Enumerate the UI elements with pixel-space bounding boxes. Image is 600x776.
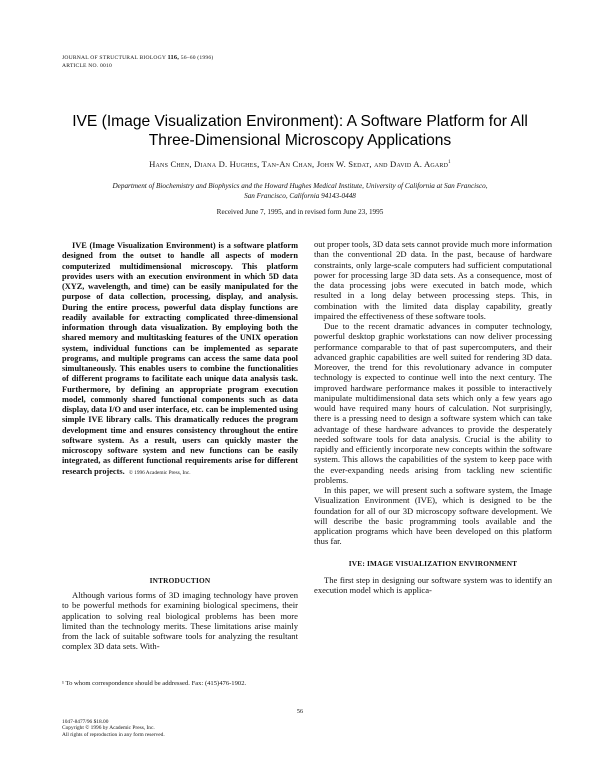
abstract-copyright: © 1996 Academic Press, Inc. xyxy=(128,469,191,476)
correspondence-footnote: ¹ To whom correspondence should be addressed. Fax: (415)476-1902. xyxy=(62,680,247,687)
journal-name: JOURNAL OF STRUCTURAL BIOLOGY xyxy=(62,55,166,61)
right-paragraph-3: In this paper, we will present such a software system, the Image Visualization Environment (IVE), which is designed to be the foundation for all of our 3D microscopy software development. We will describe the basic programming tools available and the application programs which have been developed on this platform thus far. xyxy=(314,485,552,547)
imprint-copyright: Copyright © 1996 by Academic Press, Inc. xyxy=(62,725,155,732)
journal-volume: 116, xyxy=(167,54,180,61)
imprint-rights: All rights of reproduction in any form reserved. xyxy=(62,731,165,738)
journal-pages: 56–60 (1996) xyxy=(180,55,214,61)
introduction-heading: INTRODUCTION xyxy=(149,576,211,585)
right-paragraph-1: out proper tools, 3D data sets cannot provide much more information than the conventional 2D data. In the past, because of hardware constraints, only large-scale computers had sufficient computational power for processing large 3D data sets. As a consequence, most of the data processing jobs were executed in batch mode, which resulted in a long delay between processing steps. This, in combination with the limited data display capability, greatly impaired the effectiveness of these software tools. xyxy=(314,239,552,321)
paper-title xyxy=(40,112,560,150)
title-line-1: IVE (Image Visualization Environment): A Software Platform for All xyxy=(72,113,528,130)
right-paragraph-2: Due to the recent dramatic advances in computer technology, powerful desktop graphic workstations can now deliver processing performance comparable to that of past supercomputers, and their advanced graphic capabilities are well suited for rendering 3D data. Moreover, the trend for this revolutionary advance in computer technology is expected to continue well into the next century. The improved hardware performance makes it possible to interactively manipulate multidimensional data sets which only a few years ago would have required many hours of calculation. Not surprisingly, there is a pressing need to design a software system which can take advantage of these hardware advances to provide the desperately needed software tools for data analysis. Crucial is the ability to rapidly and efficiently incorporate new concepts within the software system. This allows the capabilities of the system to keep pace with the ever-expanding needs arising from tackling new scientific problems. xyxy=(314,321,552,485)
author-names: Hans Chen, Diana D. Hughes, Tan-An Chan, John W. Sedat, and David A. Agard xyxy=(149,159,449,169)
introduction-paragraph-1: Although various forms of 3D imaging technology have proven to be powerful methods for examining biological specimens, their application to solving real biological problems has been more limited than the technology merits. These limitations arise mainly from the lack of suitable software tools for analyzing the resultant complex 3D data sets. With- xyxy=(62,590,298,652)
ive-section-heading: IVE: IMAGE VISUALIZATION ENVIRONMENT xyxy=(348,558,518,568)
affiliation-line-2: San Francisco, California 94143-0448 xyxy=(244,192,356,200)
author-list xyxy=(40,159,560,169)
right-paragraph-4: The first step in designing our software system was to identify an execution model which is applica- xyxy=(314,574,552,595)
affiliation-line-1: Department of Biochemistry and Biophysics and the Howard Hughes Medical Institute, University of California at San Francisco, xyxy=(112,182,488,190)
title-line-2: Three-Dimensional Microscopy Applications xyxy=(148,132,452,149)
abstract xyxy=(62,241,298,478)
article-number: ARTICLE NO. 0010 xyxy=(62,62,112,69)
abstract-text: IVE (Image Visualization Environment) is a software platform designed from the outset to handle all aspects of modern computerized multidimensional microscopy. This platform provides users with an execution environment in which 5D data (XYZ, wavelength, and time) can be easily manipulated for the purpose of data collection, processing, display, and analysis. During the entire process, powerful data display functions are readily available for extracting complicated three-dimensional information through data visualization. By employing both the shared memory and multitasking features of the UNIX operation system, individual functions can be implemented as separate programs, and multiple programs can access the same data pool simultaneously. This enables users to combine the functionalities of different programs to facilitate each unique data analysis task. Furthermore, by defining an appropriate program execution model, commonly shared functional components such as data display, data I/O and user interface, etc. can be implemented using simple IVE library calls. This dramatically reduces the program development time and ensures consistency throughout the entire software system. As a result, users can quickly master the microscopy software system and new functions can be easily integrated, as different functional requirements arise for different research projects. xyxy=(62,241,298,476)
introduction-body xyxy=(62,590,298,652)
received-dates: Received June 7, 1995, and in revised form June 23, 1995 xyxy=(216,208,384,216)
imprint-issn: 1047-8477/96 $18.00 xyxy=(62,719,109,725)
right-column-body xyxy=(314,239,552,595)
page-number: 56 xyxy=(296,708,304,715)
journal-citation xyxy=(62,54,213,70)
author-footnote-mark: 1 xyxy=(448,160,451,166)
affiliation xyxy=(60,181,540,201)
publisher-imprint xyxy=(62,719,165,738)
